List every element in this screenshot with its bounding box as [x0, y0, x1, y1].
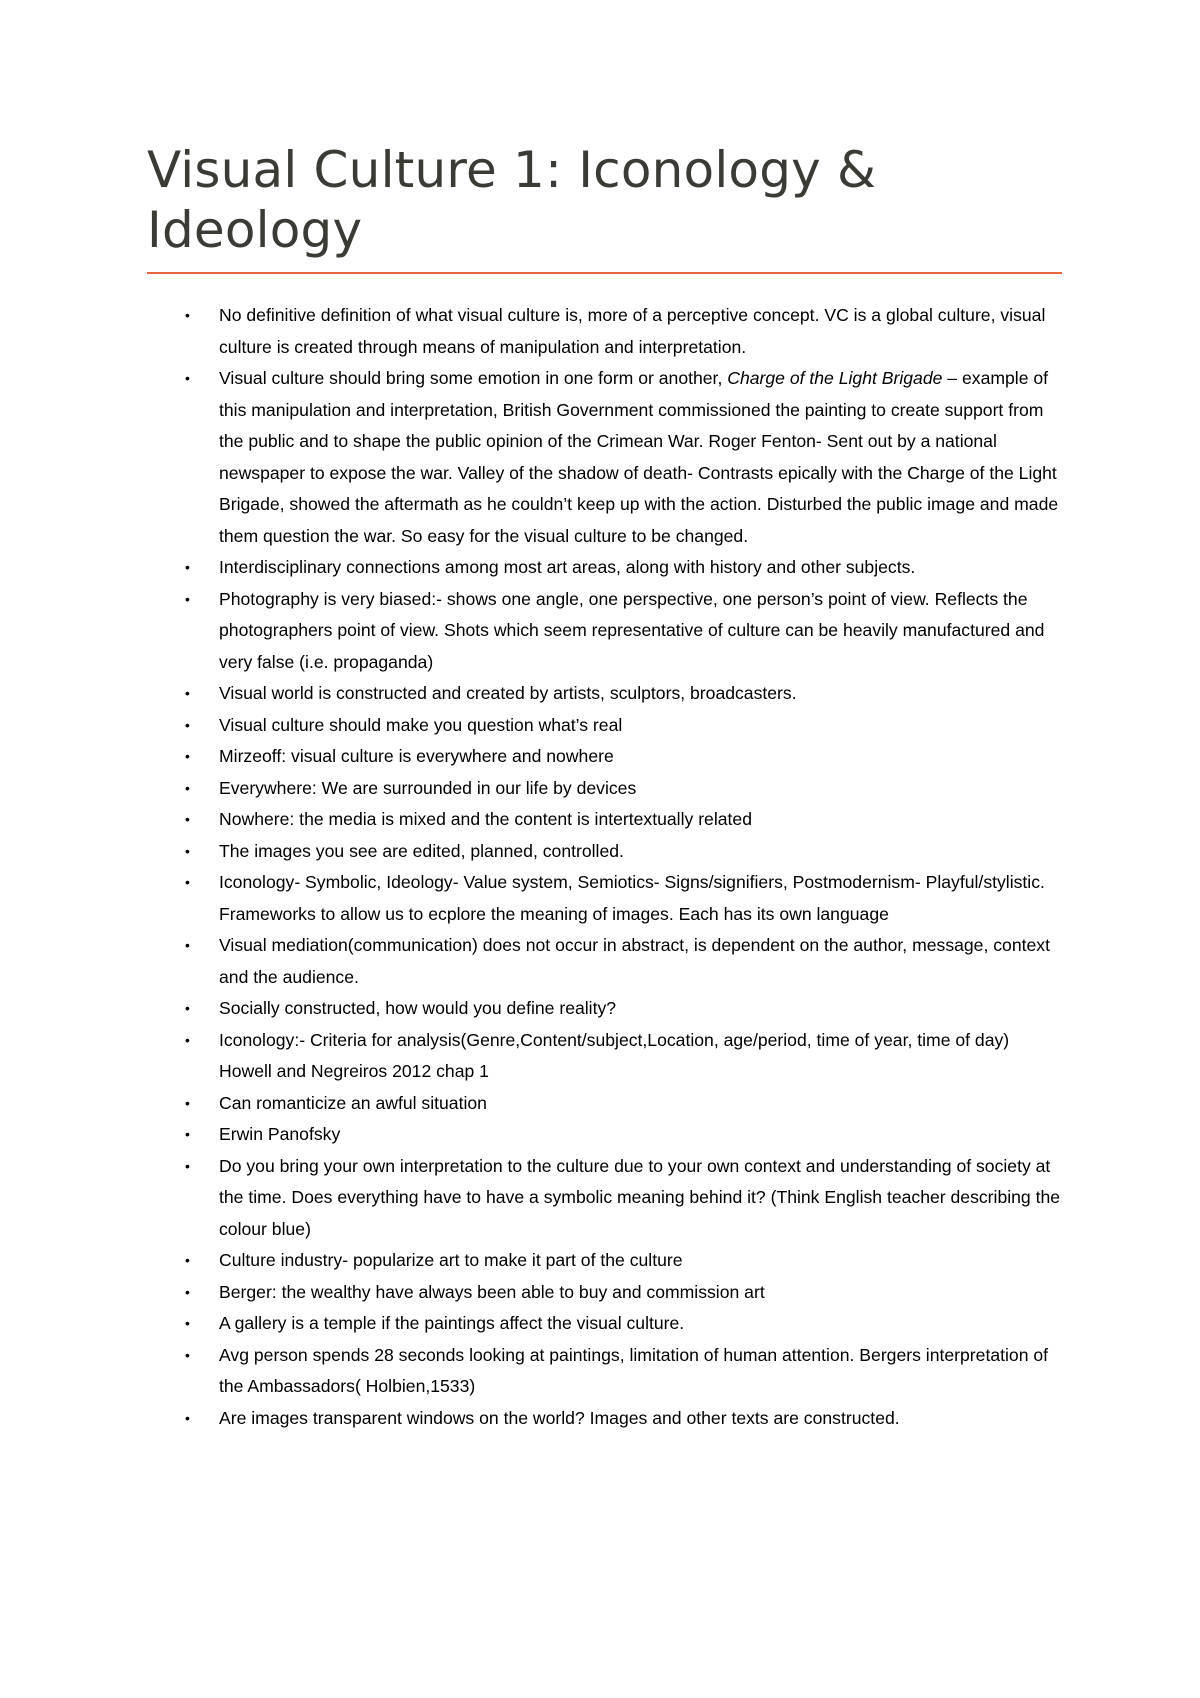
bullet-icon: • [185, 307, 190, 323]
bullet-icon: • [185, 1315, 190, 1331]
list-item-text: Iconology- Symbolic, Ideology- Value system, Semiotics- Signs/signifiers, Postmodernism- Playful/stylistic. Frameworks to allow us to ecplore the meaning of images. Each has its own language [219, 872, 1045, 924]
list-item [147, 1308, 1062, 1340]
list-item-text: Visual world is constructed and created by artists, sculptors, broadcasters. [219, 683, 797, 703]
bullet-icon: • [185, 779, 190, 796]
bullet-icon: • [185, 937, 190, 953]
bullet-icon: • [185, 1409, 190, 1426]
list-item [147, 552, 1062, 584]
bullet-icon: • [185, 559, 190, 575]
list-item [147, 678, 1062, 710]
list-item [147, 741, 1062, 773]
list-item-text: Culture industry- popularize art to make it part of the culture [219, 1250, 683, 1270]
list-item [147, 867, 1062, 930]
list-item-text: Do you bring your own interpretation to the culture due to your own context and understanding of society at the time. Does everything have to have a symbolic meaning behind it? (Think English teacher describing the colour blue) [219, 1155, 1061, 1239]
bullet-icon: • [185, 590, 190, 607]
bullet-icon: • [185, 685, 190, 701]
list-item [147, 836, 1062, 868]
list-item-text: Everywhere: We are surrounded in our life by devices [219, 777, 637, 798]
bullet-icon: • [185, 1094, 190, 1111]
list-item-text: The images you see are edited, planned, controlled. [219, 840, 624, 861]
bullet-icon: • [185, 1283, 190, 1300]
bullet-icon: • [185, 748, 190, 764]
list-item-text: Socially constructed, how would you define reality? [219, 998, 617, 1018]
list-item-text: Can romanticize an awful situation [219, 1092, 487, 1113]
list-item-text: Interdisciplinary connections among most art areas, along with history and other subjects. [219, 557, 916, 577]
document-page [147, 140, 1062, 1434]
list-item [147, 1245, 1062, 1277]
list-item [147, 1277, 1062, 1309]
list-item [147, 773, 1062, 805]
bullet-icon: • [185, 1126, 190, 1142]
list-item [147, 993, 1062, 1025]
document-title: Visual Culture 1: Iconology & Ideology [147, 140, 1062, 274]
list-item-text: Avg person spends 28 seconds looking at paintings, limitation of human attention. Bergers interpretation of the Ambassadors( Holbien,1533) [219, 1344, 1049, 1396]
bullet-icon: • [185, 1252, 190, 1268]
bullet-icon: • [185, 874, 190, 890]
bullet-list [147, 300, 1062, 1434]
list-item-text: Visual culture should bring some emotion in one form or another, [219, 368, 728, 388]
list-item-text: Visual culture should make you question what’s real [219, 714, 623, 735]
list-item-text: Visual mediation(communication) does not occur in abstract, is dependent on the author, message, context and the audience. [219, 935, 1050, 987]
bullet-icon: • [185, 1000, 190, 1016]
bullet-icon: • [185, 1346, 190, 1363]
list-item-text: Mirzeoff: visual culture is everywhere and nowhere [219, 746, 614, 766]
list-item-text: Are images transparent windows on the world? Images and other texts are constructed. [219, 1407, 900, 1428]
bullet-icon: • [185, 716, 190, 733]
bullet-icon: • [185, 370, 190, 386]
list-item-text: Nowhere: the media is mixed and the content is intertextually related [219, 809, 752, 829]
list-item [147, 1151, 1062, 1246]
list-item-text: – example of this manipulation and interpretation, British Government commissioned the painting to create support from the public and to shape the public opinion of the Crimean War. Roger Fenton- Sent out by a national newspaper to expose the war. Valley of the shadow of death- Contrasts epically with the Charge of the Light Brigade, showed the aftermath as he couldn’t keep up with the action. Disturbed the public image and made them question the war. So easy for the visual culture to be changed. [219, 368, 1059, 546]
list-item [147, 1403, 1062, 1435]
list-item [147, 584, 1062, 679]
list-item [147, 1119, 1062, 1151]
list-item [147, 1340, 1062, 1403]
list-item [147, 710, 1062, 742]
bullet-icon: • [185, 1157, 190, 1174]
list-item-text: Berger: the wealthy have always been able to buy and commission art [219, 1281, 765, 1302]
list-item-text: Photography is very biased:- shows one angle, one perspective, one person’s point of view. Reflects the photographers point of view. Shots which seem representative of culture can be heavily manufactured and very false (i.e. propaganda) [219, 588, 1045, 672]
list-item [147, 1088, 1062, 1120]
list-item [147, 1025, 1062, 1088]
painting-title: Charge of the Light Brigade [727, 368, 943, 388]
bullet-icon: • [185, 1031, 190, 1048]
list-item-text: No definitive definition of what visual culture is, more of a perceptive concept. VC is a global culture, visual culture is created through means of manipulation and interpretation. [219, 305, 1046, 357]
list-item-text: A gallery is a temple if the paintings affect the visual culture. [219, 1313, 685, 1333]
list-item-text: Erwin Panofsky [219, 1124, 341, 1144]
list-item [147, 363, 1062, 552]
list-item [147, 300, 1062, 363]
list-item [147, 804, 1062, 836]
list-item [147, 930, 1062, 993]
bullet-icon: • [185, 842, 190, 859]
list-item-text: Iconology:- Criteria for analysis(Genre,Content/subject,Location, age/period, time of year, time of day) Howell and Negreiros 2012 chap 1 [219, 1029, 1010, 1081]
bullet-icon: • [185, 811, 190, 827]
